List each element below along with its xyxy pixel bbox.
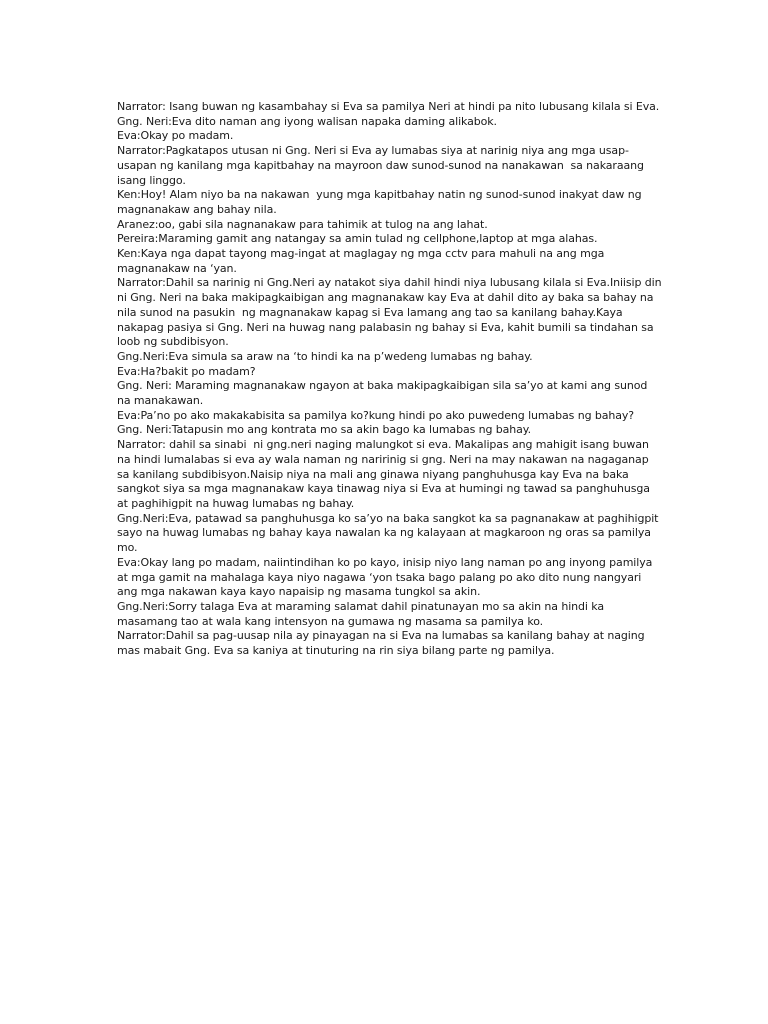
paragraph: Gng. Neri: Maraming magnanakaw ngayon at baka makipagkaibigan sila sa’yo at kami ang sunod na manakawan.	[117, 379, 651, 408]
paragraph: Eva:Okay lang po madam, naiintindihan ko po kayo, inisip niyo lang naman po ang inyong pamilya at mga gamit na mahalaga kaya niyo nagawa ‘yon tsaka bago palang po ako dito nung nangyari ang mga nakawan kaya kayo napaisip ng masama tungkol sa akin.	[117, 555, 656, 599]
paragraph: Eva:Pa’no po ako makakabisita sa pamilya ko?kung hindi po ako puwedeng lumabas ng bahay?	[117, 408, 635, 422]
paragraph: Narrator: dahil sa sinabi ni gng.neri naging malungkot si eva. Makalipas ang mahigit isang buwan na hindi lumalabas si eva ay wala naman ng naririnig si gng. Neri na may nakawan na nagaganap sa kanilang subdibisyon.Naisip niya na mali ang ginawa niyang panghuhusga kay Eva na baka sangkot siya sa mga magnanakaw kaya tinawag niya si Eva at humingi ng tawad sa panghuhusga at paghihigpit na huwag lumabas ng bahay.	[117, 438, 654, 510]
paragraph: Pereira:Maraming gamit ang natangay sa amin tulad ng cellphone,laptop at mga alahas.	[117, 232, 598, 246]
script-text	[117, 100, 665, 659]
paragraph: Aranez:oo, gabi sila nagnanakaw para tahimik at tulog na ang lahat.	[117, 217, 488, 231]
paragraph: Gng. Neri:Eva dito naman ang iyong walisan napaka daming alikabok.	[117, 114, 497, 128]
paragraph: Gng. Neri:Tatapusin mo ang kontrata mo sa akin bago ka lumabas ng bahay.	[117, 423, 532, 437]
paragraph: Gng.Neri:Eva, patawad sa panghuhusga ko sa’yo na baka sangkot ka sa pagnanakaw at paghihigpit sayo na huwag lumabas ng bahay kaya nawalan ka ng kalayaan at magkaroon ng oras sa pamilya mo.	[117, 511, 662, 555]
paragraph: Eva:Ha?bakit po madam?	[117, 364, 256, 378]
paragraph: Gng.Neri:Eva simula sa araw na ‘to hindi ka na p’wedeng lumabas ng bahay.	[117, 349, 533, 363]
paragraph: Ken:Kaya nga dapat tayong mag-ingat at maglagay ng mga cctv para mahuli na ang mga magnanakaw na ‘yan.	[117, 247, 608, 275]
paragraph: Narrator: Isang buwan ng kasambahay si Eva sa pamilya Neri at hindi pa nito lubusang kilala si Eva.	[117, 100, 660, 113]
paragraph: Narrator:Dahil sa narinig ni Gng.Neri ay natakot siya dahil hindi niya lubusang kilala si Eva.Iniisip din ni Gng. Neri na baka makipagkaibigan ang magnanakaw kay Eva at dahil dito ay baka sa bahay na nila sunod na pasukin ng magnanakaw kapag si Eva lamang ang tao sa kanilang bahay.Kaya nakapag pasiya si Gng. Neri na huwag nang palabasin ng bahay si Eva, kahit bumili sa tindahan sa loob ng subdibisyon.	[117, 276, 665, 349]
paragraph: Gng.Neri:Sorry talaga Eva at maraming salamat dahil pinatunayan mo sa akin na hindi ka masamang tao at wala kang intensyon na gumawa ng masama sa pamilya ko.	[117, 599, 608, 628]
paragraph: Ken:Hoy! Alam niyo ba na nakawan yung mga kapitbahay natin ng sunod-sunod inakyat daw ng magnanakaw ang bahay nila.	[117, 188, 645, 216]
paragraph: Narrator:Pagkatapos utusan ni Gng. Neri si Eva ay lumabas siya at narinig niya ang mga usap-usapan ng kanilang mga kapitbahay na mayroon daw sunod-sunod na nanakawan sa nakaraang isang linggo.	[117, 144, 648, 187]
paragraph: Narrator:Dahil sa pag-uusap nila ay pinayagan na si Eva na lumabas sa kanilang bahay at naging mas mabait Gng. Eva sa kaniya at tinuturing na rin siya bilang parte ng pamilya.	[117, 629, 648, 658]
paragraph: Eva:Okay po madam.	[117, 129, 234, 143]
